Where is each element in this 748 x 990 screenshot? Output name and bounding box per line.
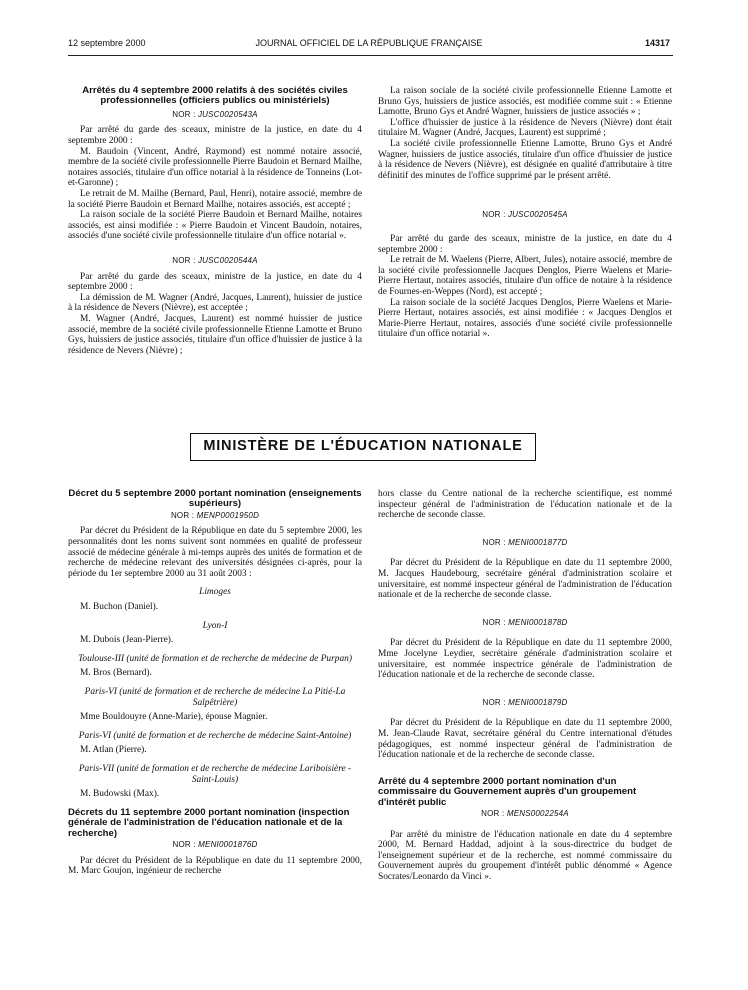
appointee-name: M. Bros (Bernard). (80, 668, 152, 679)
header-rule (68, 55, 673, 56)
nor-reference: NOR : MENS0002254A (481, 808, 569, 818)
paragraph: M. Baudoin (Vincent, André, Raymond) est nommé notaire associé, membre de la société civile professionnelle Pierre Baudoin et Bernard Mailhe, notaires associés, titulaire d'un office notarial à la résidence de Tonneins (Lot-et-Garonne) ; (68, 146, 362, 189)
nor-reference: NOR : JUSC0020544A (172, 255, 258, 265)
paragraph: La société civile professionnelle Etienne Lamotte, Bruno Gys et André Wagner, huissiers de justice associés, titulaire d'un office d'huissier de justice à la résidence de Nevers (Nièvre), est désignée en qualité d'attributaire à titre définitif des minutes de l'office supprimé par le présent arrêté. (378, 138, 672, 181)
university-label: Paris-VII (unité de formation et de recherche de médecine Lariboisière - Saint-Louis) (78, 763, 352, 785)
nor-reference: NOR : MENI0001876D (172, 839, 258, 849)
paragraph: La raison sociale de la société Pierre Baudoin et Bernard Mailhe, notaires associés, est ainsi modifiée : « Pierre Baudoin et Vincent Baudoin, notaires, associés d'une société civile professionnelle titulaire d'un office notarial ». (68, 210, 362, 242)
nor-reference: NOR : MENP0001950D (170, 510, 260, 520)
paragraph: Par arrêté du ministre de l'éducation nationale en date du 4 septembre 2000, M. Bernard Haddad, adjoint à la sous-directrice du budget de l'enseignement supérieur et de la recherche, est nommé commissaire du Gouvernement auprès du groupement d'intérêt public dénommé « Agence Socrates/Leonardo da Vinci ». (378, 829, 672, 882)
appointee-name: M. Buchon (Daniel). (80, 601, 159, 612)
appointee-name: Mme Bouldouyre (Anne-Marie), épouse Magnier. (80, 712, 268, 723)
university-label: Toulouse-III (unité de formation et de recherche de médecine de Purpan) (78, 653, 352, 664)
section-title-arrete: Arrêté du 4 septembre 2000 portant nomination d'un commissaire du Gouvernement auprès d'un groupement d'intérêt public (378, 775, 637, 808)
appointee-name: M. Dubois (Jean-Pierre). (80, 635, 174, 646)
section-title-decrets: Décrets du 11 septembre 2000 portant nomination (inspection générale de l'administration de l'éducation nationale et de la recherche) (68, 806, 350, 839)
university-label: Paris-VI (unité de formation et de recherche de médecine Saint-Antoine) (78, 730, 352, 741)
paragraph: La raison sociale de la société civile professionnelle Etienne Lamotte et Bruno Gys, huissiers de justice associés, est modifiée comme suit : « Etienne Lamotte, Bruno Gys et André Wagner, huissiers de justice associés » ; (378, 86, 672, 118)
paragraph: Par décret du Président de la République en date du 11 septembre 2000, M. Marc Goujon, ingénieur de recherche (68, 855, 362, 877)
appointee-name: M. Atlan (Pierre). (80, 745, 147, 756)
paragraph: Par décret du Président de la République en date du 11 septembre 2000, Mme Jocelyne Leydier, secrétaire générale d'administration scolaire et universitaire, est nommée inspectrice générale de l'administration de l'éducation nationale et de la recherche de seconde classe. (378, 638, 672, 681)
paragraph: Par décret du Président de la République en date du 11 septembre 2000, M. Jacques Haudebourg, secrétaire général d'administration scolaire et universitaire, est nommé inspecteur général de l'administration de l'éducation nationale et de la recherche de seconde classe. (378, 558, 672, 601)
university-label: Limoges (199, 587, 231, 598)
university-label: Lyon-I (202, 620, 228, 631)
paragraph: hors classe du Centre national de la recherche scientifique, est nommé inspecteur général de l'administration de l'éducation nationale et de la recherche de seconde classe. (378, 489, 672, 521)
paragraph: M. Wagner (André, Jacques, Laurent) est nommé huissier de justice associé, membre de la société civile professionnelle Etienne Lamotte et Bruno Gys, huissiers de justice associés, titulaire d'un office d'huissier de justice à la résidence de Nevers (Nièvre) ; (68, 313, 362, 356)
paragraph: Le retrait de M. Mailhe (Bernard, Paul, Henri), notaire associé, membre de la société Pierre Baudoin et Bernard Mailhe, notaires associés, est accepté ; (68, 188, 362, 210)
page-number: 14317 (644, 38, 670, 48)
paragraph: L'office d'huissier de justice à la résidence de Nevers (Nièvre) dont était titulaire M. Wagner (André, Jacques, Laurent) est supprimé ; (378, 117, 672, 139)
section-title-sce: Arrêtés du 4 septembre 2000 relatifs à des sociétés civiles professionnelles (officiers publics ou ministériels) (82, 85, 348, 107)
nor-reference: NOR : JUSC0020545A (482, 210, 568, 220)
nor-reference: NOR : MENI0001878D (482, 617, 568, 627)
paragraph: Par arrêté du garde des sceaux, ministre de la justice, en date du 4 septembre 2000 : (378, 233, 672, 255)
journal-title: JOURNAL OFFICIEL DE LA RÉPUBLIQUE FRANÇAISE (255, 38, 483, 48)
nor-reference: NOR : JUSC0020543A (172, 109, 258, 119)
paragraph: Par décret du Président de la République en date du 11 septembre 2000, M. Jean-Claude Ravat, secrétaire général du Centre international d'études pédagogiques, est nommé inspecteur général de l'administration de l'éducation nationale et de la recherche de seconde classe. (378, 718, 672, 761)
section-title-decret: Décret du 5 septembre 2000 portant nomination (enseignements supérieurs) (68, 488, 362, 510)
column-top-left (68, 86, 362, 356)
paragraph: Par arrêté du garde des sceaux, ministre de la justice, en date du 4 septembre 2000 : (68, 271, 362, 293)
column-top-right (378, 86, 672, 340)
university-label: Paris-VI (unité de formation et de recherche de médecine La Pitié-La Salpêtrière) (84, 686, 346, 708)
paragraph: Par décret du Président de la République en date du 5 septembre 2000, les personnalités dont les noms suivent sont nommées en qualité de professeur associé de médecine générale à mi-temps auprès des unités de formation et de recherche de médecine relevant des universités désignées ci-après, pour la période du 1er septembre 2000 au 31 août 2003 : (68, 526, 362, 579)
nor-reference: NOR : MENI0001879D (482, 697, 568, 707)
nor-reference: NOR : MENI0001877D (482, 537, 568, 547)
paragraph: Le retrait de M. Waelens (Pierre, Albert, Jules), notaire associé, membre de la société civile professionnelle Jacques Denglos, Pierre Waelens et Marie-Pierre Hertaut, notaires associés, titulaire d'un office de notaire à la résidence de Fournes-en-Weppes (Nord), est accepté ; (378, 255, 672, 297)
paragraph: La raison sociale de la société Jacques Denglos, Pierre Waelens et Marie-Pierre Hertaut, notaires associés, est ainsi modifiée : « Jacques Denglos et Marie-Pierre Hertaut, notaires, associés d'une société civile professionnelle titulaire d'un office notarial ». (378, 297, 672, 340)
column-bottom-left (68, 489, 362, 877)
appointee-name: M. Budowski (Max). (80, 789, 160, 800)
ministry-heading: MINISTÈRE DE L'ÉDUCATION NATIONALE (190, 433, 536, 461)
column-bottom-right (378, 489, 672, 882)
paragraph: Par arrêté du garde des sceaux, ministre de la justice, en date du 4 septembre 2000 : (68, 125, 362, 146)
page-header (68, 38, 670, 52)
paragraph: La démission de M. Wagner (André, Jacques, Laurent), huissier de justice à la résidence de Nevers (Nièvre), est acceptée ; (68, 292, 362, 314)
header-date: 12 septembre 2000 (68, 38, 146, 48)
